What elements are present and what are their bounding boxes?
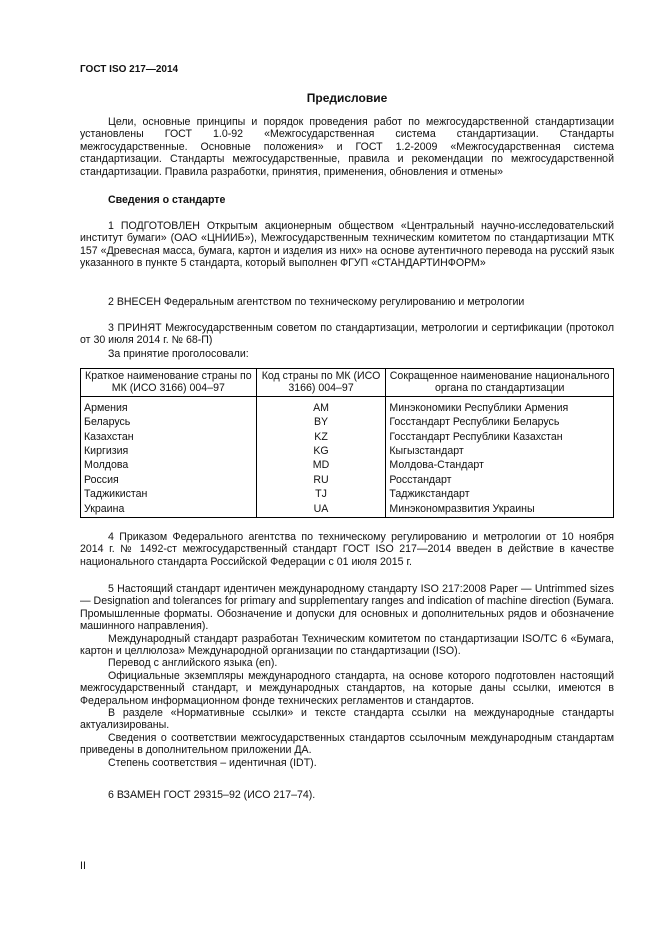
standard-info-section <box>80 194 614 206</box>
item-2 <box>80 296 614 308</box>
item-4-text: 4 Приказом Федерального агентства по техническому регулированию и метрологии от 10 ноября 2014 г. № 1492-ст межгосударственный стандарт ГОСТ ISO 217—2014 введен в действие в качестве национального стандарта Российской Федерации с 01 июля 2015 г. <box>80 531 614 568</box>
table-header-country: Краткое наименование страны по МК (ИСО 3166) 004–97 <box>81 369 257 397</box>
page-title: Предисловие <box>306 91 388 105</box>
table-header-code: Код страны по МК (ИСО 3166) 004–97 <box>256 369 386 397</box>
table-cell-body: Росстандарт <box>386 473 614 487</box>
table-cell-body: Госстандарт Республики Беларусь <box>386 415 614 429</box>
table-cell-body: Минэкономразвития Украины <box>386 502 614 518</box>
item-5-references-text: В разделе «Нормативные ссылки» и тексте стандарта ссылки на международные стандарты актуализированы. <box>80 707 614 732</box>
intro-paragraph <box>80 116 614 178</box>
table-cell-country: Украина <box>81 502 257 518</box>
item-2-text: 2 ВНЕСЕН Федеральным агентством по техническому регулированию и метрологии <box>108 296 525 308</box>
voting-table-wrap <box>80 368 614 518</box>
voting-table <box>80 368 614 518</box>
table-header-body: Сокращенное наименование национального органа по стандартизации <box>386 369 614 397</box>
table-cell-country: Казахстан <box>81 430 257 444</box>
table-cell-body: Минэкономики Республики Армения <box>386 396 614 415</box>
item-3-text: 3 ПРИНЯТ Межгосударственным советом по стандартизации, метрологии и сертификации (протокол от 30 июля 2014 г. № 68-П) <box>80 322 614 347</box>
table-cell-code: KG <box>256 444 386 458</box>
table-cell-code: BY <box>256 415 386 429</box>
table-row <box>81 415 614 429</box>
item-6 <box>80 789 614 801</box>
item-1 <box>80 220 614 270</box>
intro-text: Цели, основные принципы и порядок проведения работ по межгосударственной стандартизации установлены ГОСТ 1.0-92 «Межгосударственная система стандартизации. Стандарты межгосударственные. Основные положения» и ГОСТ 1.2-2009 «Межгосударственная система стандартизации. Стандарты межгосударственные, правила и рекомендации по межгосударственной стандартизации. Правила разработки, принятия, применения, обновления и отмены» <box>80 116 614 178</box>
table-cell-body: Молдова-Стандарт <box>386 458 614 472</box>
table-row <box>81 487 614 501</box>
table-cell-country: Россия <box>81 473 257 487</box>
table-cell-country: Армения <box>81 396 257 415</box>
item-5-appendix-text: Сведения о соответствии межгосударственных стандартов ссылочным международным стандартам приведены в дополнительном приложении ДА. <box>80 731 614 757</box>
table-cell-code: AM <box>256 396 386 415</box>
table-cell-code: RU <box>256 473 386 487</box>
item-1-text: 1 ПОДГОТОВЛЕН Открытым акционерным обществом «Центральный научно-исследовательский институт бумаги» (ОАО «ЦНИИБ»), Межгосударственным техническим комитетом по стандартизации МТК 157 «Древесная масса, бумага, картон и изделия из них» на основе аутентичного перевода на русский язык указанного в пункте 5 стандарта, который выполнен ФГУП «СТАНДАРТИНФОРМ» <box>80 220 614 270</box>
table-cell-body: Таджикстандарт <box>386 487 614 501</box>
item-5-committee-text: Международный стандарт разработан Техническим комитетом по стандартизации ISO/TC 6 «Бумага, картон и целлюлоза» Международной организации по стандартизации (ISO). <box>80 632 614 658</box>
table-row <box>81 444 614 458</box>
table-cell-country: Беларусь <box>81 415 257 429</box>
table-cell-country: Таджикистан <box>81 487 257 501</box>
table-row <box>81 430 614 444</box>
item-5-degree-text: Степень соответствия – идентичная (IDT). <box>108 756 317 769</box>
table-cell-country: Молдова <box>81 458 257 472</box>
item-4 <box>80 531 614 568</box>
table-header-row <box>81 369 614 397</box>
table-row <box>81 396 614 415</box>
table-cell-code: UA <box>256 502 386 518</box>
item-6-text: 6 ВЗАМЕН ГОСТ 29315–92 (ИСО 217–74). <box>108 789 316 801</box>
table-cell-country: Киргизия <box>81 444 257 458</box>
page-number: II <box>80 860 86 872</box>
table-row <box>81 502 614 518</box>
item-3 <box>80 322 614 360</box>
item-5 <box>80 583 614 769</box>
standard-code-header: ГОСТ ISO 217—2014 <box>80 64 179 75</box>
table-cell-body: Кыгызстандарт <box>386 444 614 458</box>
table-cell-code: KZ <box>256 430 386 444</box>
table-cell-code: TJ <box>256 487 386 501</box>
section-subheading: Сведения о стандарте <box>108 194 226 206</box>
table-cell-code: MD <box>256 458 386 472</box>
vote-label: За принятие проголосовали: <box>108 347 249 360</box>
table-row <box>81 458 614 472</box>
table-cell-body: Госстандарт Республики Казахстан <box>386 430 614 444</box>
table-row <box>81 473 614 487</box>
item-5-copies-text: Официальные экземпляры международного стандарта, на основе которого подготовлен настоящий межгосударственный стандарт, и международных стандартов, на которые даны ссылки, имеются в Федеральном информационном фонде технических регламентов и стандартов. <box>80 669 614 707</box>
item-5-translation-text: Перевод с английского языка (en). <box>108 657 278 670</box>
item-5-text: 5 Настоящий стандарт идентичен международному стандарту ISO 217:2008 Paper — Untrimmed sizes — Designation and tolerances for primary and supplementary ranges and indication of machine direction (Бумага. Промышленные форматы. Обозначение и допуски для основных и дополнительных рядов и обозначение машинного направления). <box>80 583 614 633</box>
